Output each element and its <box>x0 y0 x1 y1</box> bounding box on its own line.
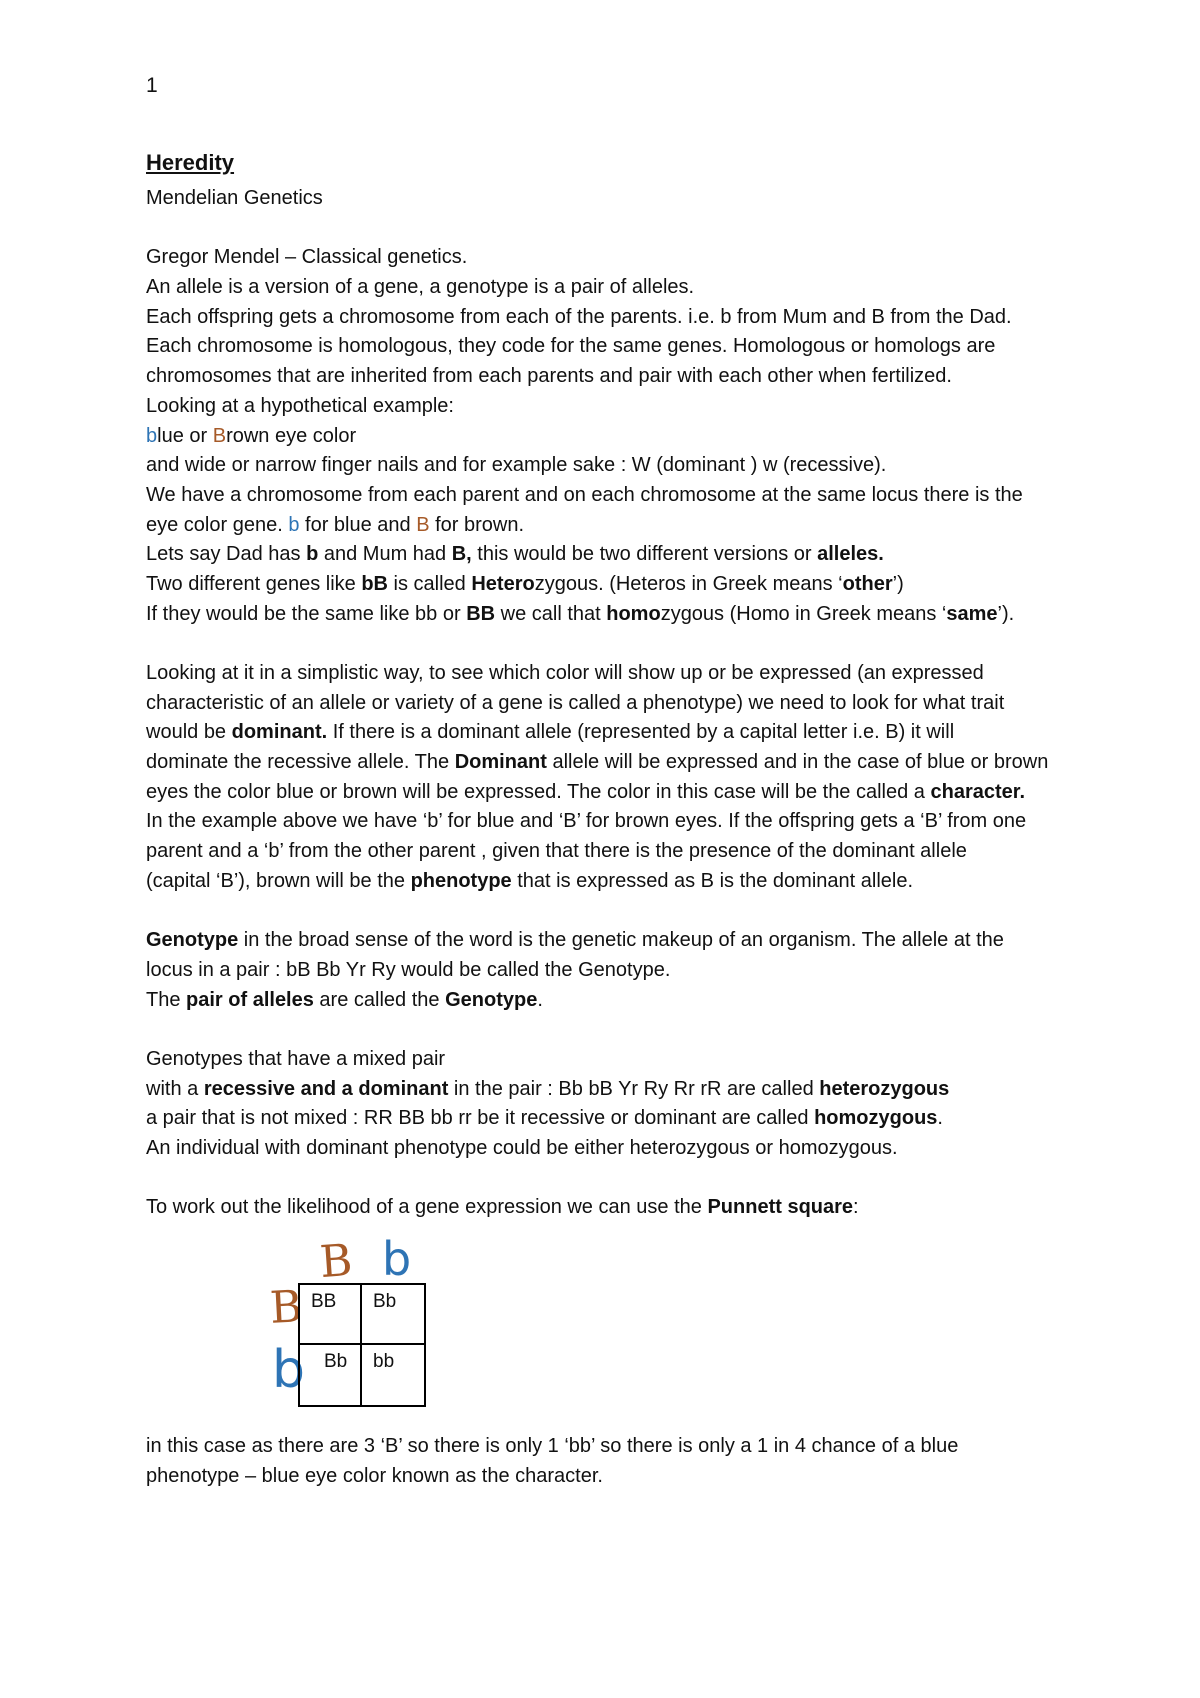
paragraph-line: To work out the likelihood of a gene expression we can use the Punnett square: <box>146 1196 859 1219</box>
paragraph-line: An individual with dominant phenotype could be either heterozygous or homozygous. <box>146 1137 898 1159</box>
brown-letter: B <box>212 424 227 447</box>
punnett-square <box>298 1283 426 1407</box>
paragraph-line: with a recessive and a dominant in the pair : Bb bB Yr Ry Rr rR are called heterozygous <box>146 1077 950 1100</box>
paragraph-line: characteristic of an allele or variety of a gene is called a phenotype) we need to look for what trait <box>146 691 1005 714</box>
paragraph-line: An allele is a version of a gene, a genotype is a pair of alleles. <box>146 276 695 299</box>
paragraph-line: eye color gene. b for blue and B for brown. <box>146 513 525 536</box>
punnett-cell: BB <box>300 1285 362 1345</box>
punnett-cell: bb <box>373 1351 395 1372</box>
paragraph-line: Genotype in the broad sense of the word is the genetic makeup of an organism. The allele at the <box>146 929 1004 952</box>
blue-letter: b <box>288 513 300 536</box>
punnett-top-label-b: b <box>382 1232 412 1286</box>
paragraph-line: Gregor Mendel – Classical genetics. <box>146 246 468 269</box>
paragraph-line: Looking at it in a simplistic way, to see which color will show up or be expressed (an expressed <box>146 662 984 684</box>
paragraph-line: The pair of alleles are called the Genotype. <box>146 988 543 1011</box>
paragraph-line: Lets say Dad has b and Mum had B, this would be two different versions or alleles. <box>146 543 884 566</box>
blue-letter: b <box>146 424 158 447</box>
paragraph-line: eyes the color blue or brown will be expressed. The color in this case will be the called a character. <box>146 780 1025 803</box>
brown-letter: B <box>416 513 430 536</box>
paragraph-line: phenotype – blue eye color known as the character. <box>146 1464 603 1487</box>
paragraph-line: Each offspring gets a chromosome from each of the parents. i.e. b from Mum and B from the Dad. <box>146 305 1012 328</box>
paragraph-line: dominate the recessive allele. The Dominant allele will be expressed and in the case of blue or brown <box>146 751 1049 774</box>
paragraph-line: Looking at a hypothetical example: <box>146 394 454 417</box>
page-title: Heredity <box>146 150 235 175</box>
conclusion <box>146 1432 958 1491</box>
paragraph-line: would be dominant. If there is a dominant allele (represented by a capital letter i.e. B) it will <box>146 721 955 744</box>
paragraph-line: Two different genes like bB is called Heterozygous. (Heteros in Greek means ‘other’) <box>146 572 904 595</box>
paragraph-line: We have a chromosome from each parent and on each chromosome at the same locus there is the <box>146 483 1023 506</box>
page-number: 1 <box>146 74 158 97</box>
punnett-top-label-B: B <box>318 1234 355 1289</box>
paragraph-line: parent and a ‘b’ from the other parent , given that there is the presence of the dominant allele <box>146 840 967 863</box>
paragraph-line: a pair that is not mixed : RR BB bb rr be it recessive or dominant are called homozygous. <box>146 1107 943 1130</box>
paragraph-line: in this case as there are 3 ‘B’ so there is only 1 ‘bb’ so there is only a 1 in 4 chance of a blue <box>146 1435 959 1457</box>
punnett-cell: Bb <box>300 1345 362 1405</box>
paragraph-line: Each chromosome is homologous, they code for the same genes. Homologous or homologs are <box>146 335 996 358</box>
paragraph-line: blue or Brown eye color <box>146 424 357 447</box>
document-body <box>146 184 1156 1223</box>
punnett-side-label-B: B <box>268 1281 304 1334</box>
paragraph-line: If they would be the same like bb or BB we call that homozygous (Homo in Greek means ‘same’). <box>146 602 1015 625</box>
punnett-cell: Bb <box>362 1285 424 1345</box>
paragraph-line: (capital ‘B’), brown will be the phenotype that is expressed as B is the dominant allele. <box>146 869 914 892</box>
subtitle: Mendelian Genetics <box>146 187 323 209</box>
paragraph-line: chromosomes that are inherited from each parents and pair with each other when fertilized. <box>146 365 952 388</box>
paragraph-line: and wide or narrow finger nails and for example sake : W (dominant ) w (recessive). <box>146 454 887 477</box>
paragraph-line: In the example above we have ‘b’ for blue and ‘B’ for brown eyes. If the offspring gets a ‘B’ from one <box>146 810 1027 833</box>
paragraph-line: locus in a pair : bB Bb Yr Ry would be called the Genotype. <box>146 958 671 981</box>
paragraph-line: Genotypes that have a mixed pair <box>146 1047 446 1070</box>
punnett-side-label-b: b <box>272 1340 306 1400</box>
